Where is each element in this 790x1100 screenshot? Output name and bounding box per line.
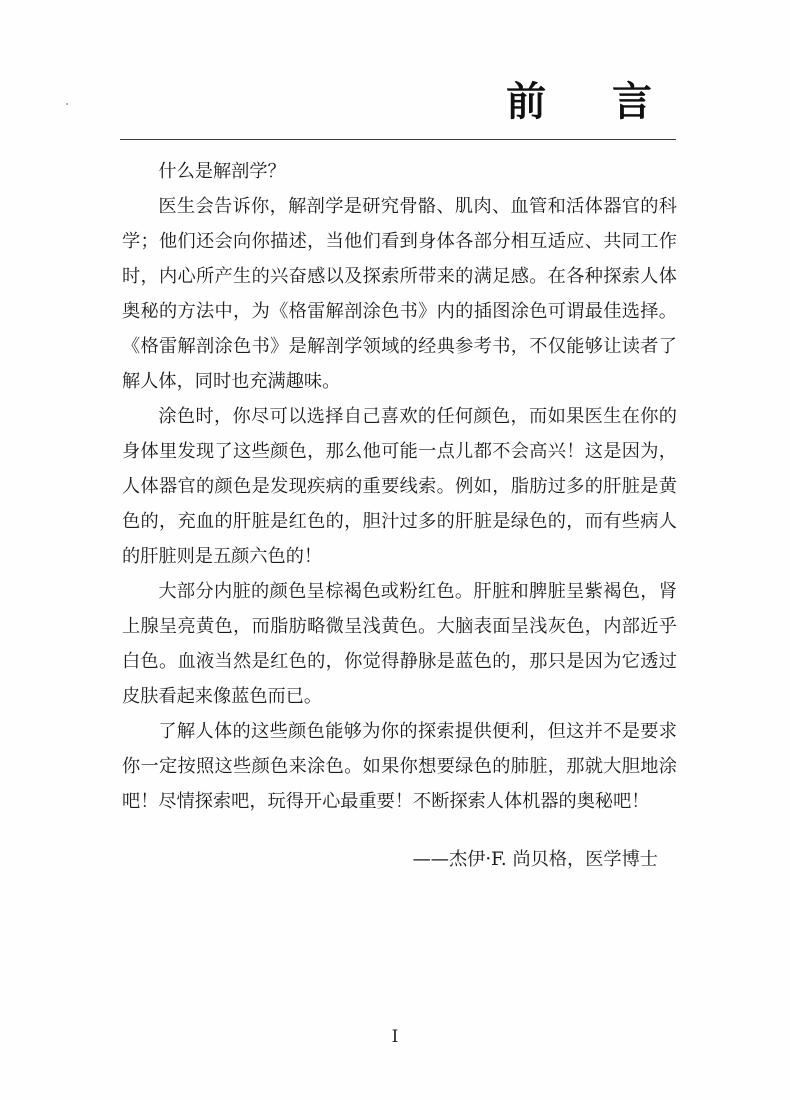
title-rule <box>120 139 676 140</box>
paragraph-2: 涂色时，你尽可以选择自己喜欢的任何颜色，而如果医生在你的身体里发现了这些颜色，那么他可能一点儿都不会高兴！这是因为，人体器官的颜色是发现疾病的重要线索。例如，脂肪过多的肝脏是黄色的，充血的肝脏是红色的，胆汁过多的肝脏是绿色的，而有些病人的肝脏则是五颜六色的！ <box>122 406 677 567</box>
page-number: I <box>391 1027 399 1047</box>
paragraph-question: 什么是解剖学？ <box>158 161 286 182</box>
author-signature: ——杰伊·F. 尚贝格，医学博士 <box>412 849 658 870</box>
page-title: 前 言 <box>506 79 678 125</box>
paragraph-4: 了解人体的这些颜色能够为你的探索提供便利，但这并不是要求你一定按照这些颜色来涂色。如果你想要绿色的肺脏，那就大胆地涂吧！尽情探索吧，玩得开心最重要！不断探索人体机器的奥秘吧！ <box>122 721 677 812</box>
preface-body <box>122 154 677 819</box>
paragraph-1: 医生会告诉你，解剖学是研究骨骼、肌肉、血管和活体器官的科学；他们还会向你描述，当他们看到身体各部分相互适应、共同工作时，内心所产生的兴奋感以及探索所带来的满足感。在各种探索人体奥秘的方法中，为《格雷解剖涂色书》内的插图涂色可谓最佳选择。《格雷解剖涂色书》是解剖学领域的经典参考书，不仅能够让读者了解人体，同时也充满趣味。 <box>122 196 677 392</box>
scan-speck <box>66 103 68 105</box>
paragraph-3: 大部分内脏的颜色呈棕褐色或粉红色。肝脏和脾脏呈紫褐色，肾上腺呈亮黄色，而脂肪略微呈浅黄色。大脑表面呈浅灰色，内部近乎白色。血液当然是红色的，你觉得静脉是蓝色的，那只是因为它透过皮肤看起来像蓝色而已。 <box>122 581 677 707</box>
